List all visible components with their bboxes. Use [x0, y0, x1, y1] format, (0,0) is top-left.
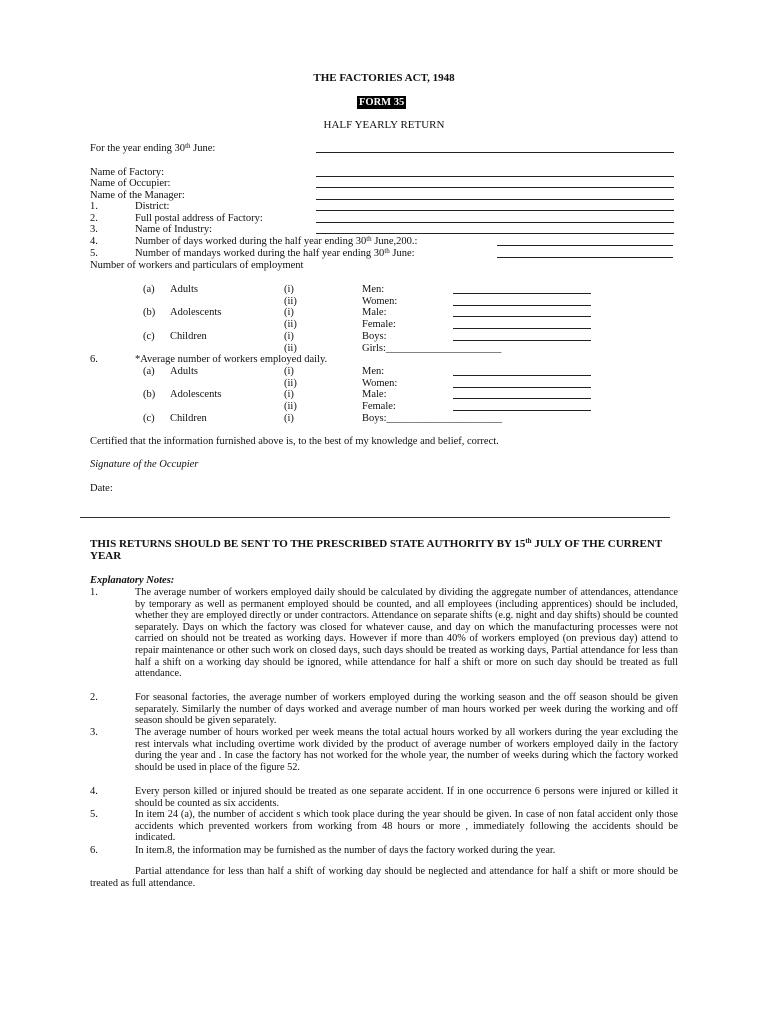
row-label: Boys:: [362, 331, 387, 342]
women-field[interactable]: [453, 305, 591, 306]
item-number: 4.: [90, 236, 98, 247]
signature-label: Signature of the Occupier: [90, 459, 199, 470]
district-field[interactable]: [316, 210, 674, 211]
note-text: The average number of workers employed daily should be calculated by dividing the aggregate number of attendances, attendance by temporary as well as permanent employed should be counted, and all employees (including apprentices) should be included, whether they are employed directly or under contractors. Attendance on separate shifts (e.g. night and day shifts) should be counted separately. Days on which the factory was closed for whatever cause, and day on which the manufacturing processes were not carried on should not be treated as working days. However if more than 40% of workers employed (on previous day) attend to repair maintenance or other such work on closed days, such days should be treated as working days, Partial attendance for less than half a shift on a working day should be ignored, while attendance for half a shift or more on such day should be treated as full attendance.: [135, 587, 678, 680]
row-roman: (i): [284, 331, 294, 342]
note-text: In item 24 (a), the number of accident s which took place during the year should be given. In case of non fatal accident only those accidents which prevented workers from working from 48 hours or more , immediately following the accidents should be indicated.: [135, 809, 678, 844]
row-roman: (i): [284, 389, 294, 400]
row-letter: (c): [143, 413, 155, 424]
postal-address-field[interactable]: [316, 222, 674, 223]
female-field[interactable]: [453, 328, 591, 329]
workers-heading: Number of workers and particulars of employment: [90, 260, 304, 271]
row-roman: (i): [284, 413, 294, 424]
explanatory-notes-heading: Explanatory Notes:: [90, 575, 175, 586]
note-text: In item.8, the information may be furnished as the number of days the factory worked during the year.: [135, 845, 556, 856]
row-roman: (ii): [284, 296, 297, 307]
row-label: Female:: [362, 319, 396, 330]
note-number: 5.: [90, 809, 98, 820]
row-group: Adults: [170, 366, 199, 377]
year-ending-label: For the year ending 30th June:: [90, 142, 216, 154]
industry-name-field[interactable]: [316, 233, 674, 234]
row-letter: (c): [143, 331, 155, 342]
manager-name-field[interactable]: [316, 199, 674, 200]
row-letter: (a): [143, 366, 155, 377]
row-roman: (ii): [284, 401, 297, 412]
submission-notice: THIS RETURNS SHOULD BE SENT TO THE PRESCRIBED STATE AUTHORITY BY 15th JULY OF THE CURRENT YEAR: [90, 537, 662, 562]
note-text: Every person killed or injured should be treated as one separate accident. If in one occurrence 6 persons were injured or killed it should be counted as six accidents.: [135, 786, 678, 809]
act-title: THE FACTORIES ACT, 1948: [313, 72, 455, 84]
avg-male-field[interactable]: [453, 398, 591, 399]
male-field[interactable]: [453, 316, 591, 317]
row-group: Adults: [170, 284, 199, 295]
boys-field[interactable]: [453, 340, 591, 341]
row-roman: (ii): [284, 343, 297, 354]
item-number: 6.: [90, 354, 98, 365]
row-label: Male:: [362, 307, 387, 318]
item-number: 1.: [90, 201, 98, 212]
row-label: Women:: [362, 378, 398, 389]
row-roman: (i): [284, 307, 294, 318]
row-letter: (b): [143, 307, 156, 318]
form-subtitle: HALF YEARLY RETURN: [323, 119, 445, 131]
item-number: 5.: [90, 248, 98, 259]
certification-text: Certified that the information furnished above is, to the best of my knowledge and belief, correct.: [90, 436, 499, 447]
row-label: Female:: [362, 401, 396, 412]
industry-name-label: Name of Industry:: [135, 224, 212, 235]
note-number: 2.: [90, 692, 98, 703]
row-label: Women:: [362, 296, 398, 307]
row-roman: (i): [284, 366, 294, 377]
avg-women-field[interactable]: [453, 387, 591, 388]
avg-female-field[interactable]: [453, 410, 591, 411]
final-note: Partial attendance for less than half a shift of working day should be neglected and attendance for half a shift or more should be treated as full attendance.: [90, 866, 678, 889]
row-letter: (b): [143, 389, 156, 400]
postal-address-label: Full postal address of Factory:: [135, 213, 263, 224]
row-group: Children: [170, 413, 207, 424]
row-letter: (a): [143, 284, 155, 295]
date-label: Date:: [90, 483, 113, 494]
item-number: 3.: [90, 224, 98, 235]
row-label: Male:: [362, 389, 387, 400]
mandays-worked-label: Number of mandays worked during the half year ending 30th June:: [135, 247, 415, 259]
avg-men-field[interactable]: [453, 375, 591, 376]
men-field[interactable]: [453, 293, 591, 294]
row-group: Adolescents: [170, 307, 222, 318]
row-group: Adolescents: [170, 389, 222, 400]
girls-label-field[interactable]: Girls:______________________: [362, 343, 502, 354]
row-group: Children: [170, 331, 207, 342]
occupier-name-label: Name of Occupier:: [90, 178, 171, 189]
boys-label-field[interactable]: Boys:______________________: [362, 413, 503, 424]
note-number: 6.: [90, 845, 98, 856]
section-divider: [80, 517, 670, 518]
note-number: 3.: [90, 727, 98, 738]
row-label: Men:: [362, 284, 385, 295]
note-text: The average number of hours worked per week means the total actual hours worked by all workers during the year excluding the rest intervals what including overtime work divided by the product of average number of workers employed daily in the factory during the year and . In case the factory has not worked for the whole year, the number of weeks during which the factory worked should be used in place of the figure 52.: [135, 727, 678, 773]
note-text: For seasonal factories, the average number of workers employed during the working season and the off season should be given separately. Similarly the number of days worked and average number of man hours worked per week during the working and off season should be given separately.: [135, 692, 678, 727]
average-workers-heading: *Average number of workers employed daily.: [135, 354, 328, 365]
row-roman: (ii): [284, 378, 297, 389]
note-number: 1.: [90, 587, 98, 598]
days-worked-field[interactable]: [497, 245, 673, 246]
district-label: District:: [135, 201, 170, 212]
item-number: 2.: [90, 213, 98, 224]
row-roman: (ii): [284, 319, 297, 330]
row-roman: (i): [284, 284, 294, 295]
factory-name-field[interactable]: [316, 176, 674, 177]
factory-name-label: Name of Factory:: [90, 167, 165, 178]
mandays-worked-field[interactable]: [497, 257, 673, 258]
row-label: Men:: [362, 366, 385, 377]
note-number: 4.: [90, 786, 98, 797]
occupier-name-field[interactable]: [316, 187, 674, 188]
days-worked-label: Number of days worked during the half year ending 30th June,200.:: [135, 235, 418, 247]
manager-name-label: Name of the Manager:: [90, 190, 185, 201]
form-number-badge: FORM 35: [359, 97, 405, 108]
year-ending-field[interactable]: [316, 152, 674, 153]
